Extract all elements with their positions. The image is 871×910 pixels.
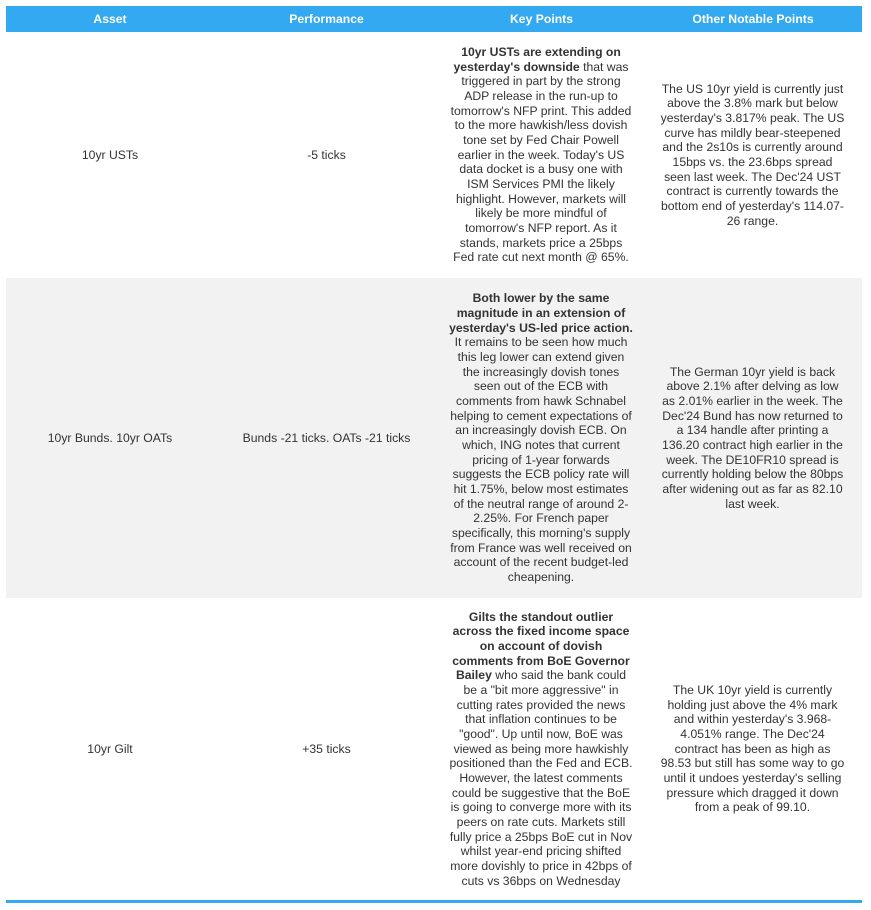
other-points-cell: The US 10yr yield is currently just above the 3.8% mark but below yesterday's 3.817% peak. The US curve has mildly bear-steepened and the 2s10s is currently around 15bps vs. the 23.6bps spread seen last week. The Dec'24 UST contract is currently towards the bottom end of yesterday's 114.07-26 range. bbox=[660, 81, 845, 228]
key-points-lead: Gilts the standout outlier across the fixed income space on account of dovish comments from BoE Governor Bailey bbox=[452, 609, 630, 683]
header-asset: Asset bbox=[6, 6, 214, 32]
key-points-cell bbox=[439, 278, 644, 598]
key-points-body: that was triggered in part by the strong ADP release in the run-up to tomorrow's NFP print. This added to the more hawkish/less dovish tone set by Fed Chair Powell earlier in the week. Today's US data docket is a busy one with ISM Services PMI the likely highlight. However, markets will likely be more mindful of tomorrow's NFP report. As it stands, markets price a 25bps Fed rate cut next month @ 65%. bbox=[450, 59, 632, 265]
key-points-body: who said the bank could be a "bit more aggressive" in cutting rates provided the news that inflation continues to be "good". Up until now, BoE was viewed as being more hawkishly positioned than the Fed and ECB. However, the latest comments could be suggestive that the BoE is going to converge more with its peers on rate cuts. Markets still fully price a 25bps BoE cut in Nov whilst year-end pricing shifted more dovishly to price in 42bps of cuts vs 36bps on Wednesday bbox=[449, 668, 633, 888]
market-table-container bbox=[6, 6, 862, 903]
asset-cell: 10yr Gilt bbox=[6, 598, 214, 902]
other-points-cell: The German 10yr yield is back above 2.1% after delving as low as 2.01% earlier in the week. The Dec'24 Bund has now returned to a 134 handle after printing a 136.20 contract high earlier in the week. The DE10FR10 spread is currently holding below the 80bps after widening out as far as 82.10 last week. bbox=[644, 278, 862, 598]
table-row bbox=[6, 598, 862, 902]
table-row bbox=[6, 278, 862, 598]
performance-cell: +35 ticks bbox=[214, 598, 439, 902]
performance-cell: Bunds -21 ticks. OATs -21 ticks bbox=[214, 278, 439, 598]
key-points-body: It remains to be seen how much this leg lower can extend given the increasingly dovish tones seen out of the ECB with comments from hawk Schnabel helping to cement expectations of an increasingly dovish ECB. On which, ING notes that current pricing of 1-year forwards suggests the ECB policy rate will hit 1.75%, below most estimates of the neutral range of around 2-2.25%. For French paper specifically, this morning's supply from France was well received on account of the recent budget-led cheapening. bbox=[450, 335, 632, 584]
key-points-cell bbox=[439, 32, 644, 278]
asset-cell: 10yr USTs bbox=[81, 147, 139, 162]
table-row bbox=[6, 32, 862, 278]
key-points-lead: 10yr USTs are extending on yesterday's downside bbox=[453, 45, 621, 74]
performance-cell: -5 ticks bbox=[307, 147, 346, 162]
key-points-lead: Both lower by the same magnitude in an extension of yesterday's US-led price action. bbox=[449, 291, 633, 335]
header-other-points: Other Notable Points bbox=[644, 6, 862, 32]
other-points-cell: The UK 10yr yield is currently holding just above the 4% mark and within yesterday's 3.968-4.051% range. The Dec'24 contract has been as high as 98.53 but still has some way to go until it undoes yesterday's selling pressure which dragged it down from a peak of 99.10. bbox=[644, 598, 862, 902]
key-points-cell bbox=[439, 598, 644, 902]
header-performance: Performance bbox=[214, 6, 439, 32]
asset-cell: 10yr Bunds. 10yr OATs bbox=[6, 278, 214, 598]
market-summary-table bbox=[6, 6, 862, 903]
table-header-row bbox=[6, 6, 862, 32]
header-key-points: Key Points bbox=[439, 6, 644, 32]
